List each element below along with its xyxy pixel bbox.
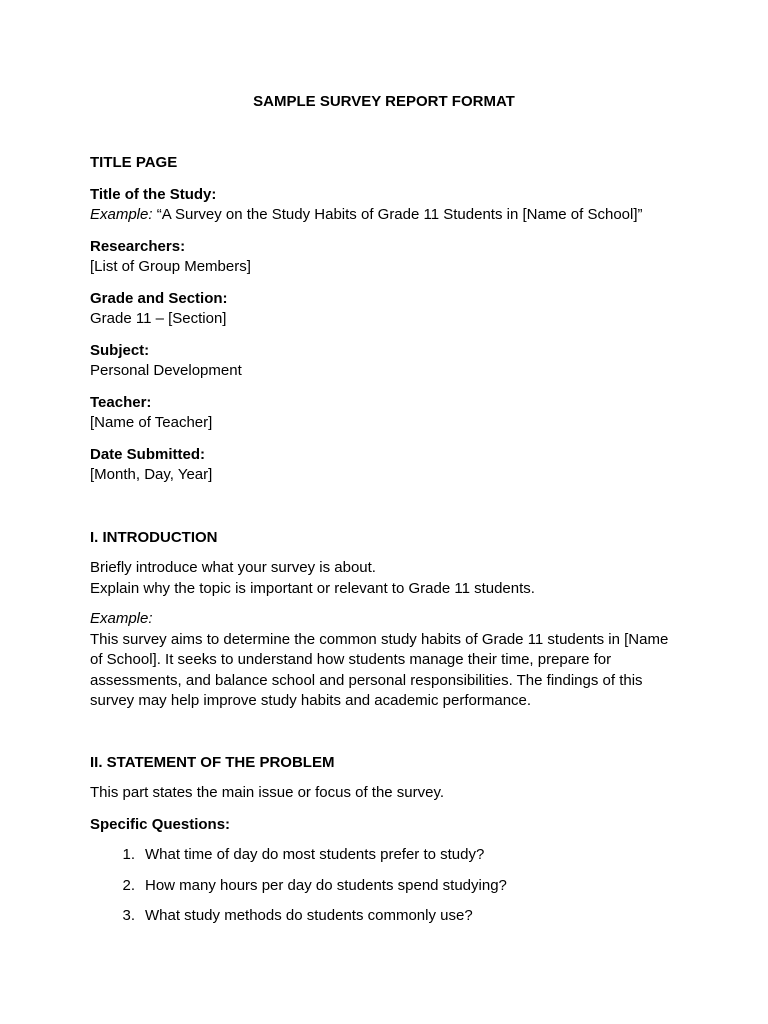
field-teacher	[90, 393, 680, 434]
introduction-instructions	[90, 558, 680, 599]
field-value: [Month, Day, Year]	[90, 466, 213, 483]
specific-questions-label: Specific Questions:	[90, 815, 231, 833]
question-text: How many hours per day do students spend studying?	[145, 876, 507, 894]
intro-line-2: Explain why the topic is important or relevant to Grade 11 students.	[90, 579, 535, 597]
introduction-heading: I. INTRODUCTION	[90, 528, 218, 546]
field-label: Date Submitted:	[90, 445, 206, 463]
example-label: Example:	[90, 610, 153, 627]
question-number: 2.	[122, 876, 135, 894]
field-label: Teacher:	[90, 393, 152, 411]
field-value	[90, 205, 680, 226]
intro-line-1: Briefly introduce what your survey is about.	[90, 559, 376, 576]
field-value: [List of Group Members]	[90, 258, 251, 275]
field-value: Personal Development	[90, 362, 242, 379]
field-label: Title of the Study:	[90, 185, 217, 203]
title-page-heading: TITLE PAGE	[90, 154, 178, 171]
field-label: Subject:	[90, 341, 150, 359]
study-title-text: “A Survey on the Study Habits of Grade 11 Students in [Name of School]”	[152, 206, 643, 223]
question-text: What study methods do students commonly use?	[145, 907, 473, 924]
question-text: What time of day do most students prefer to study?	[145, 846, 485, 863]
field-date-submitted	[90, 445, 680, 486]
field-researchers	[90, 237, 680, 278]
questions-list	[90, 845, 680, 927]
field-label: Grade and Section:	[90, 289, 228, 307]
field-value: Grade 11 – [Section]	[90, 310, 227, 327]
field-label: Researchers:	[90, 237, 186, 255]
document-body	[90, 153, 680, 927]
document-title: SAMPLE SURVEY REPORT FORMAT	[253, 93, 515, 110]
field-grade-section	[90, 289, 680, 330]
problem-description: This part states the main issue or focus of the survey.	[90, 784, 445, 801]
field-subject	[90, 341, 680, 382]
question-number: 3.	[122, 907, 135, 924]
list-item	[90, 876, 680, 897]
list-item	[90, 906, 680, 927]
field-value: [Name of Teacher]	[90, 414, 213, 431]
problem-heading: II. STATEMENT OF THE PROBLEM	[90, 753, 335, 771]
example-paragraph: This survey aims to determine the common study habits of Grade 11 students in [Name of School]. It seeks to understand how students manage their time, prepare for assessments, and balance school and personal responsibilities. The findings of this survey may help improve study habits and academic performance.	[90, 630, 669, 709]
example-prefix: Example:	[90, 206, 153, 223]
list-item	[90, 845, 680, 866]
introduction-example	[90, 609, 680, 712]
question-number: 1.	[122, 846, 135, 863]
field-title-of-study	[90, 185, 680, 226]
